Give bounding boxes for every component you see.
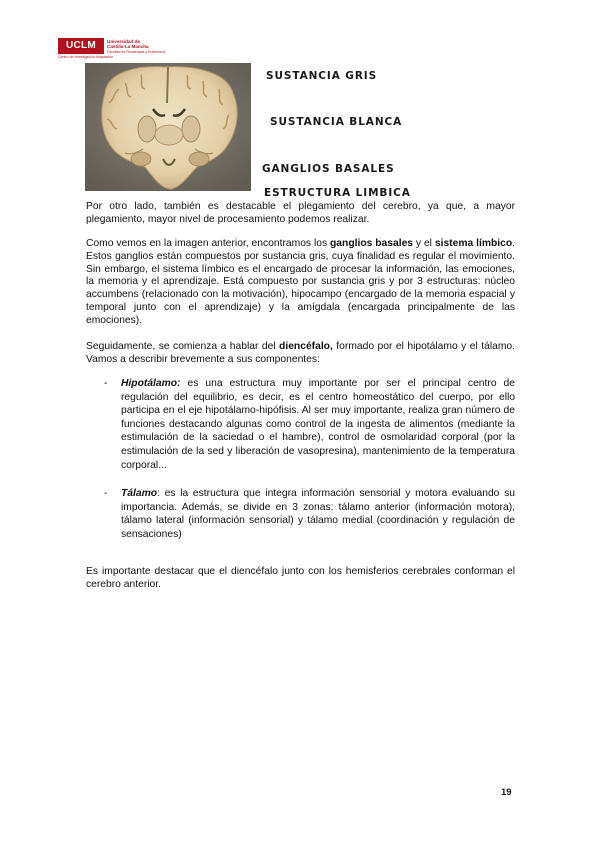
logo-subtitle-left: Centro de Investigación Adaptación — [58, 55, 114, 59]
uclm-logo — [58, 38, 170, 62]
logo-name: Universidad de Castilla-La Mancha — [107, 39, 149, 50]
list-dash: - — [104, 488, 108, 499]
figure-label-sustancia-blanca: SUSTANCIA BLANCA — [270, 116, 403, 128]
term-diencefalo: diencéfalo, — [279, 341, 333, 352]
paragraph-ganglios-sistema-limbico: Como vemos en la imagen anterior, encontramos los ganglios basales y el sistema límbico. Estos ganglios están compuestos por sustancia gris, cuya finalidad es regular el movimiento. Sin embargo, el sistema límbico es el encargado de procesar la información, las emociones, la memoria y el aprendizaje. Está compuesto por sustancia gris y por 3 estructuras: núcleo accumbens (relacionado con la motivación), hipocampo (encargado de la memoria espacial y temporal junto con el aprendizaje) y la amígdala (encargada principalmente de las emociones). — [86, 238, 516, 326]
term-hipotalamo: Hipotálamo: — [121, 378, 181, 389]
paragraph-cerebro-anterior: Es importante destacar que el diencéfalo junto con los hemisferios cerebrales conforman el cerebro anterior. — [86, 566, 515, 590]
paragraph-plegamiento: Por otro lado, también es destacable el plegamiento del cerebro, ya que, a mayor plegamiento, mayor nivel de procesamiento podemos realizar. — [86, 201, 515, 225]
logo-mark: UCLM — [58, 38, 104, 54]
term-ganglios-basales: ganglios basales — [330, 238, 414, 249]
list-item-talamo: - Tálamo: es la estructura que integra información sensorial y motora evaluando su importancia. Además, se divide en 3 zonas: tálamo anterior (información motora), tálamo lateral (información sensorial) y tálamo medial (coordinación y regulación de sensaciones) — [104, 488, 515, 540]
figure-label-ganglios-basales: GANGLIOS BASALES — [262, 163, 395, 175]
logo-subtitle-right: Facultad de Fisioterapia y Enfermería — [107, 50, 166, 54]
figure-label-estructura-limbica: ESTRUCTURA LIMBICA — [264, 187, 411, 199]
brain-coronal-section-image — [85, 63, 251, 191]
list-dash: - — [104, 378, 108, 389]
paragraph-diencefalo: Seguidamente, se comienza a hablar del diencéfalo, formado por el hipotálamo y el tálamo. Vamos a describir brevemente a sus componentes: — [86, 341, 516, 365]
list-item-hipotalamo: - Hipotálamo: es una estructura muy importante por ser el principal centro de regulación del equilibrio, es decir, es el centro homeostático del cuerpo, por ello participa en el eje hipotálamo-hipófisis. Al ser muy importante, realiza gran número de funciones destacando algunas como control de la ingesta de alimentos (mediante la estimulación de la saciedad o el hambre), control de osmolaridad corporal (por la estimulación de la sed y liberación de vasopresina), mantenimiento de la temperatura corporal... — [104, 378, 515, 471]
figure-label-sustancia-gris: SUSTANCIA GRIS — [266, 70, 378, 82]
page-number: 19 — [501, 787, 512, 798]
term-talamo: Tálamo — [121, 488, 158, 499]
term-sistema-limbico: sistema límbico — [434, 238, 513, 249]
